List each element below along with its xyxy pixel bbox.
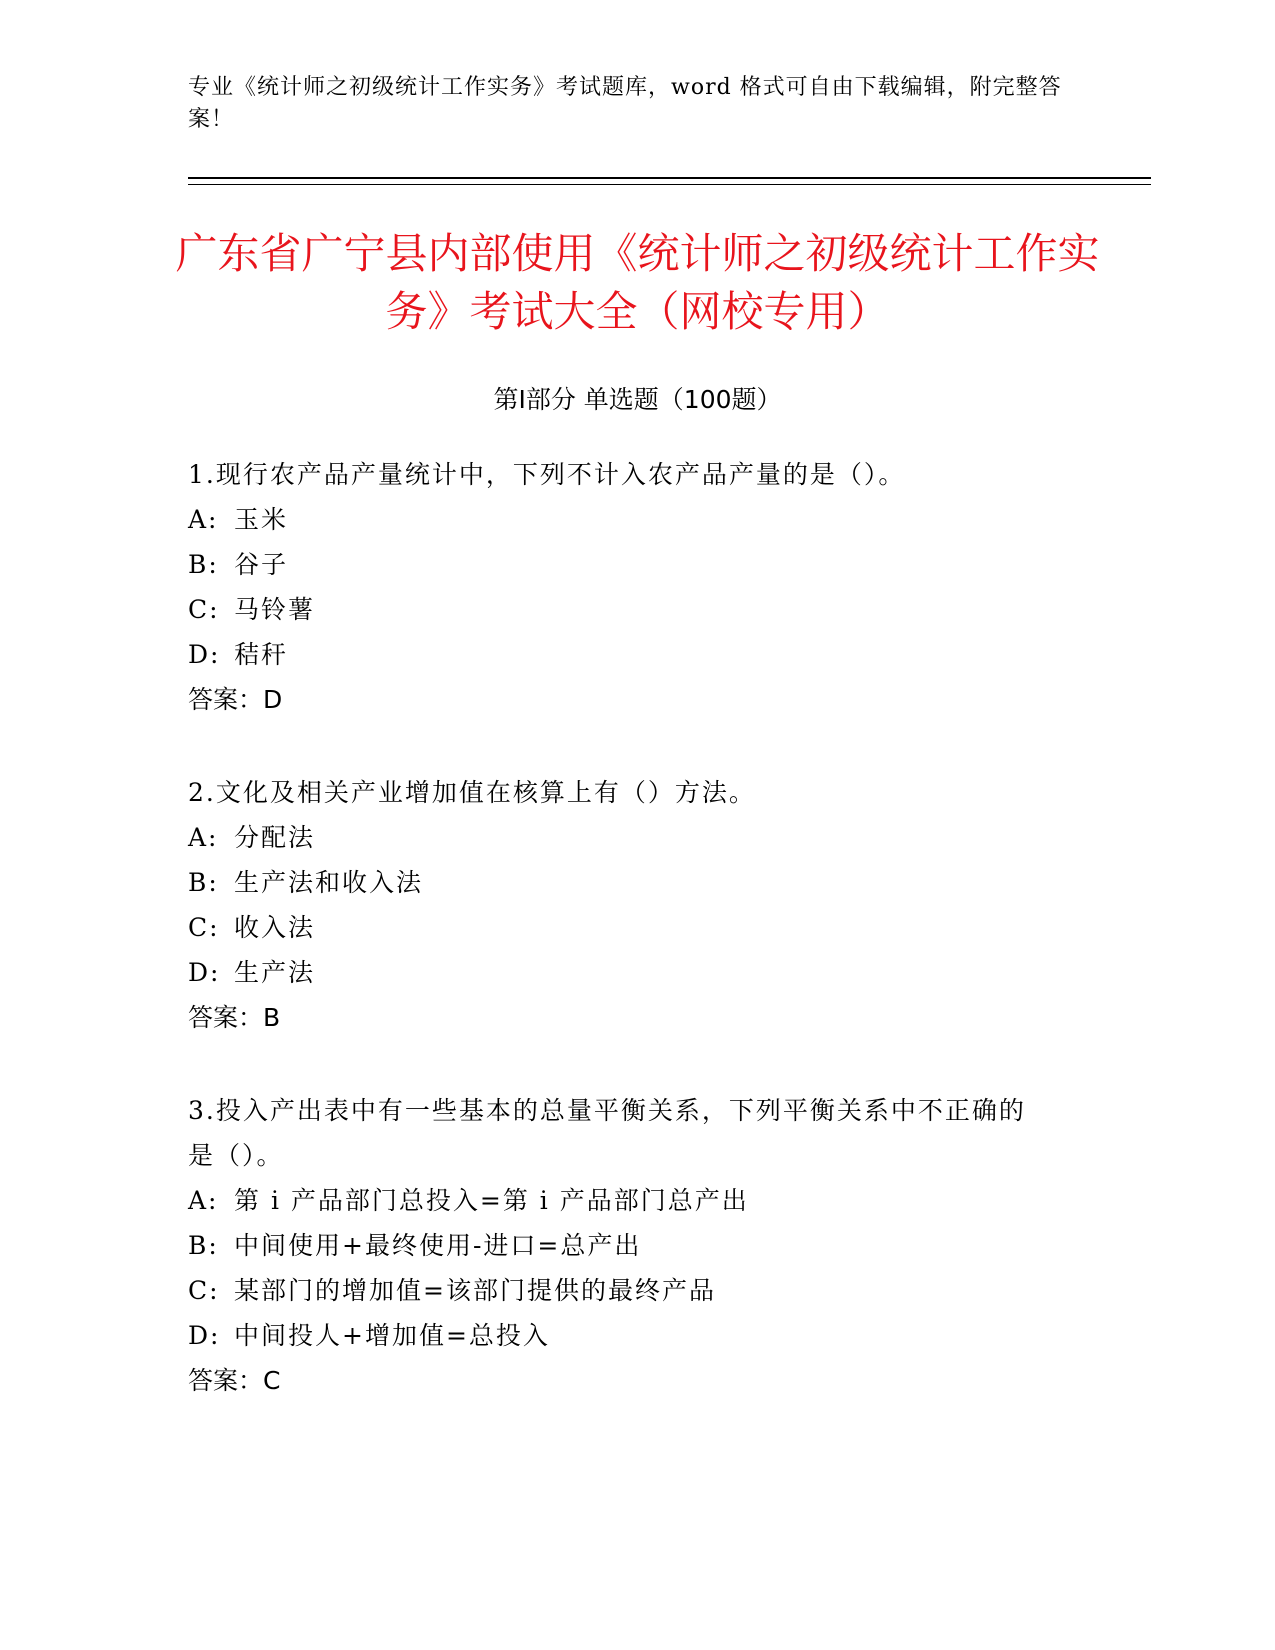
option-b xyxy=(188,542,1088,587)
option-text: 生产法和收入法 xyxy=(234,868,424,897)
option-key: C: xyxy=(188,1276,220,1305)
question-2 xyxy=(188,770,1088,1040)
option-a xyxy=(188,497,1088,542)
section-title: 第Ⅰ部分 单选题（100题） xyxy=(493,385,782,414)
option-text: 某部门的增加值=该部门提供的最终产品 xyxy=(234,1276,716,1305)
option-d xyxy=(188,950,1088,995)
option-d xyxy=(188,632,1088,677)
document-title: 广东省广宁县内部使用《统计师之初级统计工作实务》考试大全（网校专用） xyxy=(175,229,1100,336)
option-key: D: xyxy=(188,958,221,987)
option-text: 中间使用+最终使用-进口=总产出 xyxy=(234,1231,642,1260)
option-text: 收入法 xyxy=(234,913,316,942)
option-b xyxy=(188,1223,1048,1268)
question-stem: 1.现行农产品产量统计中，下列不计入农产品产量的是（）。 xyxy=(188,460,906,489)
header-divider-thick xyxy=(188,177,1151,179)
option-key: D: xyxy=(188,1321,221,1350)
option-key: C: xyxy=(188,595,220,624)
option-d xyxy=(188,1313,1048,1358)
option-text: 玉米 xyxy=(234,505,289,534)
answer-line: 答案：C xyxy=(188,1366,281,1395)
option-text: 中间投人+增加值=总投入 xyxy=(234,1321,550,1350)
answer-line: 答案：D xyxy=(188,685,283,714)
answer-line: 答案：B xyxy=(188,1003,281,1032)
option-a xyxy=(188,1178,1048,1223)
option-c xyxy=(188,905,1088,950)
option-key: C: xyxy=(188,913,220,942)
option-text: 秸秆 xyxy=(234,640,289,669)
header-divider-thin xyxy=(188,184,1151,185)
option-text: 生产法 xyxy=(234,958,316,987)
option-c xyxy=(188,1268,1048,1313)
option-text: 谷子 xyxy=(234,550,289,579)
question-stem: 3.投入产出表中有一些基本的总量平衡关系，下列平衡关系中不正确的是（）。 xyxy=(188,1096,1026,1170)
header-note: 专业《统计师之初级统计工作实务》考试题库，word 格式可自由下载编辑，附完整答案！ xyxy=(188,75,1062,132)
option-text: 马铃薯 xyxy=(234,595,316,624)
option-c xyxy=(188,587,1088,632)
option-b xyxy=(188,860,1088,905)
question-1 xyxy=(188,452,1088,722)
option-key: B: xyxy=(188,550,219,579)
question-stem: 2.文化及相关产业增加值在核算上有（）方法。 xyxy=(188,778,756,807)
option-text: 分配法 xyxy=(234,823,316,852)
option-a xyxy=(188,815,1088,860)
option-key: B: xyxy=(188,1231,219,1260)
option-key: B: xyxy=(188,868,219,897)
option-key: A: xyxy=(188,823,219,852)
option-key: A: xyxy=(188,505,219,534)
option-key: A: xyxy=(188,1186,219,1215)
option-key: D: xyxy=(188,640,221,669)
question-3 xyxy=(188,1088,1048,1403)
option-text: 第 i 产品部门总投入=第 i 产品部门总产出 xyxy=(234,1186,749,1215)
